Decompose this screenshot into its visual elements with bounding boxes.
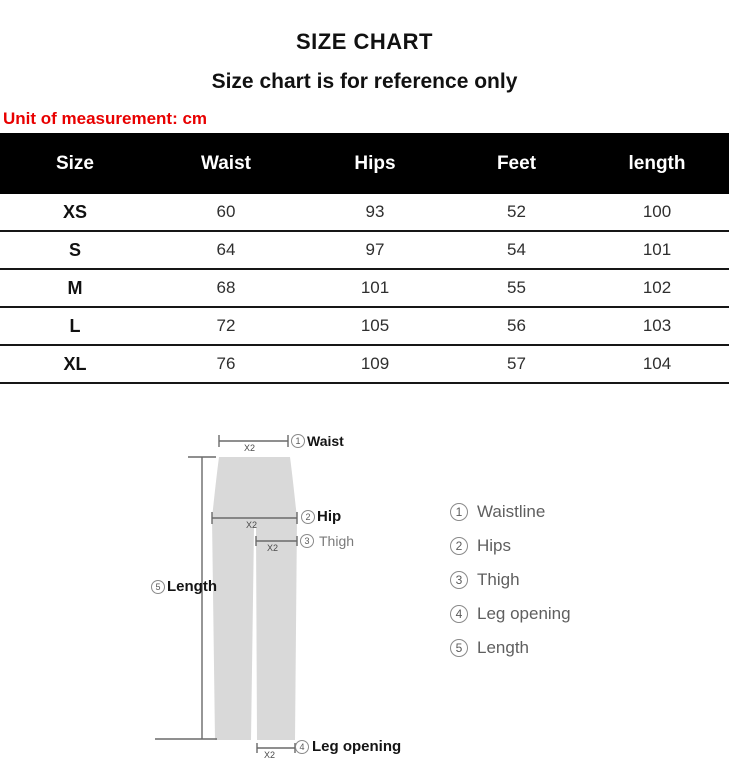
circled-number-icon: 1: [291, 434, 305, 448]
waist-value: 68: [150, 269, 302, 307]
circled-number-icon: 1: [450, 503, 468, 521]
leg-opening-x2-marker: X2: [264, 750, 276, 760]
page-subtitle: Size chart is for reference only: [211, 70, 518, 93]
column-header-size: Size: [0, 133, 150, 194]
diagram-label-text: Length: [167, 578, 217, 595]
feet-value: 54: [448, 231, 585, 269]
table-row-l: [0, 307, 729, 345]
legend-item-hips: [450, 536, 571, 556]
size-table-header-row: [0, 133, 729, 194]
circled-number-icon: 4: [295, 740, 309, 754]
diagram-label-length: [151, 579, 217, 595]
hip-x2-marker: X2: [246, 520, 258, 530]
unit-of-measurement-note: Unit of measurement: cm: [3, 109, 208, 128]
circled-number-icon: 3: [450, 571, 468, 589]
legend-item-length: [450, 638, 571, 658]
diagram-label-text: Thigh: [319, 533, 355, 549]
table-row-m: [0, 269, 729, 307]
legend-item-label: Leg opening: [477, 604, 571, 623]
diagram-label-text: Hip: [317, 508, 342, 525]
size-table: [0, 133, 729, 384]
diagram-label-hip: [301, 509, 341, 525]
table-row-xs: [0, 194, 729, 231]
size-label: M: [0, 269, 150, 307]
circled-number-icon: 2: [301, 510, 315, 524]
hips-value: 93: [302, 194, 448, 231]
circled-number-icon: 5: [450, 639, 468, 657]
size-label: XS: [0, 194, 150, 231]
legend-item-label: Thigh: [477, 570, 520, 589]
thigh-x2-marker: X2: [267, 543, 279, 553]
feet-value: 57: [448, 345, 585, 383]
circled-number-icon: 5: [151, 580, 165, 594]
hips-value: 109: [302, 345, 448, 383]
table-row-s: [0, 231, 729, 269]
size-label: L: [0, 307, 150, 345]
measurement-legend: [450, 502, 571, 672]
column-header-feet: Feet: [448, 133, 585, 194]
circled-number-icon: 4: [450, 605, 468, 623]
legend-item-label: Hips: [477, 536, 512, 555]
column-header-hips: Hips: [302, 133, 448, 194]
waist-value: 72: [150, 307, 302, 345]
legend-item-thigh: [450, 570, 571, 590]
length-value: 102: [585, 269, 729, 307]
waist-value: 60: [150, 194, 302, 231]
column-header-length: length: [585, 133, 729, 194]
feet-value: 56: [448, 307, 585, 345]
waist-value: 64: [150, 231, 302, 269]
length-value: 100: [585, 194, 729, 231]
hips-value: 101: [302, 269, 448, 307]
pants-silhouette: [212, 457, 297, 740]
length-value: 104: [585, 345, 729, 383]
column-header-waist: Waist: [150, 133, 302, 194]
size-label: S: [0, 231, 150, 269]
hips-value: 105: [302, 307, 448, 345]
diagram-label-thigh: [300, 533, 354, 549]
length-value: 103: [585, 307, 729, 345]
legend-item-label: Length: [477, 638, 529, 657]
hips-value: 97: [302, 231, 448, 269]
table-row-xl: [0, 345, 729, 383]
waist-value: 76: [150, 345, 302, 383]
circled-number-icon: 3: [300, 534, 314, 548]
waist-x2-marker: X2: [244, 443, 256, 453]
diagram-label-text: Waist: [307, 433, 344, 449]
page-title: SIZE CHART: [296, 29, 433, 54]
circled-number-icon: 2: [450, 537, 468, 555]
length-value: 101: [585, 231, 729, 269]
size-label: XL: [0, 345, 150, 383]
diagram-label-text: Leg opening: [312, 738, 402, 755]
legend-item-leg-opening: [450, 604, 571, 624]
feet-value: 55: [448, 269, 585, 307]
feet-value: 52: [448, 194, 585, 231]
diagram-label-waist: [291, 433, 344, 449]
legend-item-waistline: [450, 502, 571, 522]
legend-item-label: Waistline: [477, 502, 546, 521]
diagram-label-leg-opening: [295, 739, 401, 755]
